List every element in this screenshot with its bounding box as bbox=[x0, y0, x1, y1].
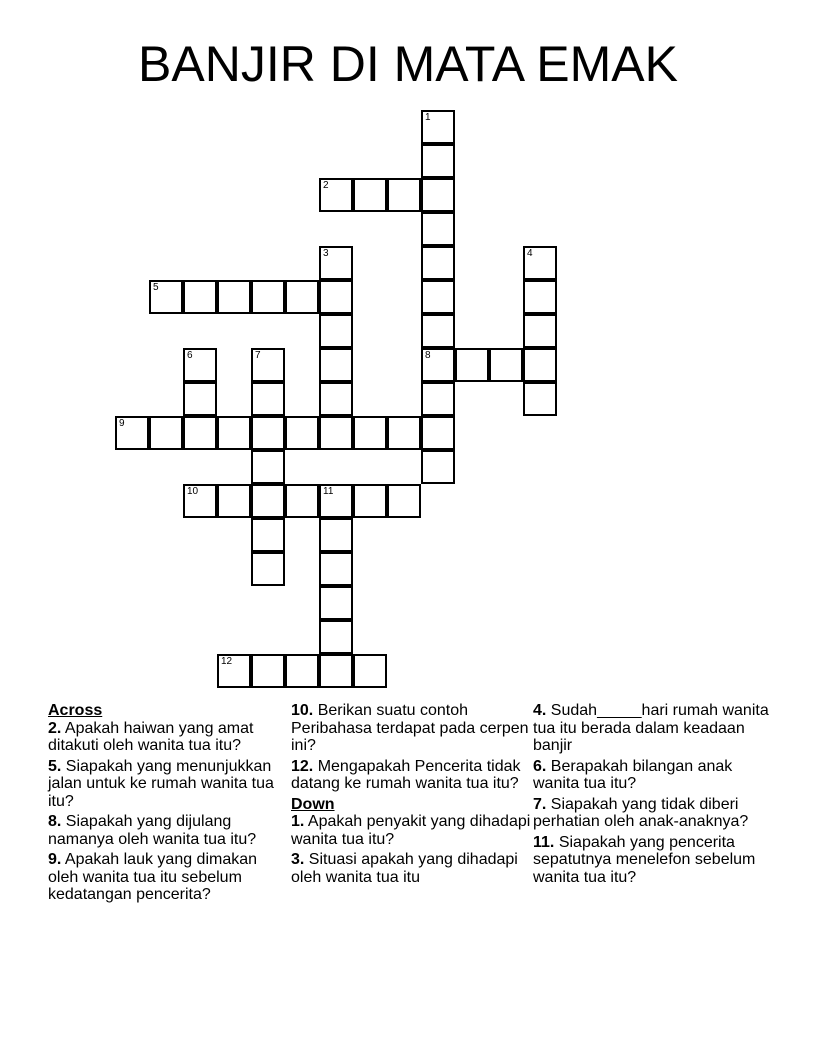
clue-text: Berikan suatu contoh Peribahasa terdapat pada cerpen ini? bbox=[291, 702, 529, 754]
grid-cell[interactable] bbox=[319, 654, 353, 688]
page-title: BANJIR DI MATA EMAK bbox=[138, 36, 678, 92]
clue-down-11 bbox=[533, 834, 773, 887]
clue-down-1 bbox=[291, 813, 531, 848]
grid-cell[interactable] bbox=[251, 484, 285, 518]
grid-cell[interactable] bbox=[387, 178, 421, 212]
cell-number: 11 bbox=[323, 486, 334, 497]
clue-number: 3. bbox=[291, 851, 305, 868]
grid-cell[interactable] bbox=[353, 654, 387, 688]
clue-down-6 bbox=[533, 758, 773, 793]
clue-number: 5. bbox=[48, 757, 62, 775]
grid-cell[interactable] bbox=[421, 178, 455, 212]
grid-cell[interactable] bbox=[353, 178, 387, 212]
grid-cell[interactable] bbox=[251, 416, 285, 450]
clues-column-2 bbox=[291, 702, 531, 889]
grid-cell[interactable] bbox=[421, 110, 455, 144]
grid-cell[interactable] bbox=[251, 518, 285, 552]
cell-number: 8 bbox=[425, 350, 431, 361]
clue-text: Siapakah yang pencerita sepatutnya menelefon sebelum wanita tua itu? bbox=[533, 833, 756, 886]
clue-down-4 bbox=[533, 702, 773, 755]
cell-number: 6 bbox=[187, 350, 193, 361]
grid-cell[interactable] bbox=[387, 484, 421, 518]
clues-column-1 bbox=[48, 702, 288, 907]
grid-cell[interactable] bbox=[387, 416, 421, 450]
grid-cell[interactable] bbox=[319, 178, 353, 212]
grid-cell[interactable] bbox=[421, 382, 455, 416]
clue-text: Berapakah bilangan anak wanita tua itu? bbox=[533, 757, 733, 792]
clue-text: Situasi apakah yang dihadapi oleh wanita tua itu bbox=[291, 851, 518, 886]
grid-cell[interactable] bbox=[319, 382, 353, 416]
cell-number: 9 bbox=[119, 418, 125, 429]
grid-cell[interactable] bbox=[285, 280, 319, 314]
clue-text: Apakah haiwan yang amat ditakuti oleh wanita tua itu? bbox=[48, 719, 254, 754]
clue-across-9 bbox=[48, 851, 288, 904]
grid-cell[interactable] bbox=[319, 280, 353, 314]
grid-cell[interactable] bbox=[319, 552, 353, 586]
clue-number: 4. bbox=[533, 702, 547, 719]
grid-cell[interactable] bbox=[421, 212, 455, 246]
grid-cell[interactable] bbox=[251, 450, 285, 484]
clue-number: 7. bbox=[533, 795, 547, 813]
grid-cell[interactable] bbox=[421, 314, 455, 348]
grid-cell[interactable] bbox=[149, 416, 183, 450]
cell-number: 4 bbox=[527, 248, 533, 259]
grid-cell[interactable] bbox=[319, 314, 353, 348]
grid-cell[interactable] bbox=[285, 484, 319, 518]
cell-number: 7 bbox=[255, 350, 261, 361]
clue-text: Siapakah yang menunjukkan jalan untuk ke rumah wanita tua itu? bbox=[48, 757, 274, 810]
grid-cell[interactable] bbox=[251, 552, 285, 586]
grid-cell[interactable] bbox=[183, 382, 217, 416]
grid-cell[interactable] bbox=[285, 654, 319, 688]
clue-across-5 bbox=[48, 758, 288, 811]
grid-cell[interactable] bbox=[319, 518, 353, 552]
clue-across-2 bbox=[48, 720, 288, 755]
grid-cell[interactable] bbox=[421, 144, 455, 178]
grid-cell[interactable] bbox=[217, 280, 251, 314]
grid-cell[interactable] bbox=[319, 484, 353, 518]
clue-text: Apakah lauk yang dimakan oleh wanita tua itu sebelum kedatangan pencerita? bbox=[48, 851, 258, 903]
grid-cell[interactable] bbox=[353, 484, 387, 518]
cell-number: 2 bbox=[323, 180, 329, 191]
grid-cell[interactable] bbox=[421, 450, 455, 484]
grid-cell[interactable] bbox=[251, 654, 285, 688]
grid-cell[interactable] bbox=[183, 280, 217, 314]
cell-number: 12 bbox=[221, 656, 233, 667]
grid-cell[interactable] bbox=[319, 620, 353, 654]
down-heading: Down bbox=[291, 795, 335, 813]
clue-number: 1. bbox=[291, 813, 305, 830]
grid-cell[interactable] bbox=[115, 416, 149, 450]
clue-text: Mengapakah Pencerita tidak datang ke rumah wanita tua itu? bbox=[291, 757, 521, 792]
clue-text: Siapakah yang tidak diberi perhatian oleh anak-anaknya? bbox=[533, 795, 749, 830]
clue-down-7 bbox=[533, 796, 773, 831]
grid-cell[interactable] bbox=[455, 348, 489, 382]
grid-cell[interactable] bbox=[421, 246, 455, 280]
grid-cell[interactable] bbox=[217, 416, 251, 450]
grid-cell[interactable] bbox=[523, 246, 557, 280]
cell-number: 3 bbox=[323, 248, 329, 259]
grid-cell[interactable] bbox=[149, 280, 183, 314]
clue-number: 2. bbox=[48, 719, 62, 737]
grid-cell[interactable] bbox=[421, 416, 455, 450]
grid-cell[interactable] bbox=[353, 416, 387, 450]
grid-cell[interactable] bbox=[523, 348, 557, 382]
clue-text: Apakah penyakit yang dihadapi wanita tua itu? bbox=[291, 813, 531, 848]
grid-cell[interactable] bbox=[217, 484, 251, 518]
grid-cell[interactable] bbox=[523, 382, 557, 416]
clue-number: 11. bbox=[533, 833, 555, 851]
grid-cell[interactable] bbox=[319, 348, 353, 382]
grid-cell[interactable] bbox=[251, 280, 285, 314]
grid-cell[interactable] bbox=[319, 246, 353, 280]
cell-number: 10 bbox=[187, 486, 199, 497]
grid-cell[interactable] bbox=[183, 348, 217, 382]
clue-text: Sudah_____hari rumah wanita tua itu berada dalam keadaan banjir bbox=[533, 702, 769, 754]
clue-number: 6. bbox=[533, 757, 547, 775]
cell-number: 1 bbox=[425, 112, 431, 123]
grid-cell[interactable] bbox=[251, 348, 285, 382]
clue-number: 8. bbox=[48, 813, 62, 830]
clue-text: Siapakah yang dijulang namanya oleh wanita tua itu? bbox=[48, 813, 257, 848]
grid-cell[interactable] bbox=[183, 416, 217, 450]
grid-cell[interactable] bbox=[251, 382, 285, 416]
grid-cell[interactable] bbox=[319, 586, 353, 620]
grid-cell[interactable] bbox=[523, 314, 557, 348]
grid-cell[interactable] bbox=[523, 280, 557, 314]
across-heading: Across bbox=[48, 702, 103, 719]
clue-down-3 bbox=[291, 851, 531, 886]
grid-cell[interactable] bbox=[285, 416, 319, 450]
grid-cell[interactable] bbox=[183, 484, 217, 518]
clue-number: 9. bbox=[48, 851, 62, 868]
grid-cell[interactable] bbox=[217, 654, 251, 688]
clue-across-10 bbox=[291, 702, 531, 755]
grid-cell[interactable] bbox=[421, 348, 455, 382]
grid-cell[interactable] bbox=[489, 348, 523, 382]
clue-number: 10. bbox=[291, 702, 314, 719]
cell-number: 5 bbox=[153, 282, 159, 293]
clues-column-3 bbox=[533, 702, 773, 889]
clue-across-12 bbox=[291, 758, 531, 793]
clue-across-8 bbox=[48, 813, 288, 848]
grid-cell[interactable] bbox=[319, 416, 353, 450]
grid-cell[interactable] bbox=[421, 280, 455, 314]
clue-number: 12. bbox=[291, 757, 314, 775]
